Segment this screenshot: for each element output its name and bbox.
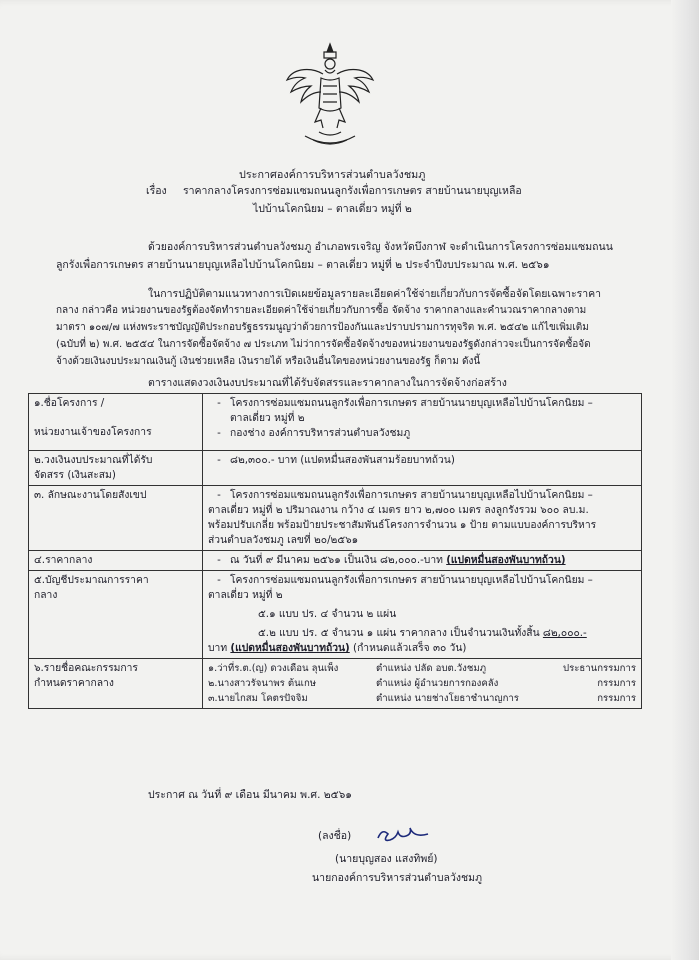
table-label-cell (29, 659, 203, 709)
row-value: ส่วนตำบลวังชมภู เลขที่ ๒๐/๒๕๖๑ (208, 534, 359, 546)
row-value: พร้อมปรับเกลี่ย พร้อมป้ายประชาสัมพันธ์โครงการจำนวน ๑ ป้าย ตามแบบองค์การบริหาร (208, 519, 597, 531)
row-value: กองช่าง องค์การบริหารส่วนตำบลวังชมภู (230, 427, 411, 439)
row-value-emphasis: ๘๒,๐๐๐.- (542, 627, 587, 639)
paragraph-2-line-4: (ฉบับที่ ๒) พ.ศ. ๒๕๕๔ ในการจัดซื้อจัดจ้าง ๗ ประเภท ไม่ว่าการจัดซื้อจัดจ้างของหน่วยงานของรัฐดังกล่าวจะเป็นการจัดซื้อจัด (56, 339, 591, 350)
row-value-emphasis: (แปดหมื่นสองพันบาทถ้วน) (446, 554, 566, 566)
table-row (29, 571, 642, 659)
page-edge-shadow (671, 0, 699, 960)
paragraph-1-line-2: ลูกรังเพื่อการเกษตร สายบ้านนายบุญเหลือไปบ้านโคกนิยม – ตาลเดี่ยว หมู่ที่ ๒ ประจำปีงบประมาณ พ.ศ. ๒๕๖๑ (56, 259, 550, 271)
row-label: ๑.ชื่อโครงการ / (34, 397, 105, 409)
row-label: ๒.วงเงินงบประมาณที่ได้รับ (34, 454, 153, 466)
paragraph-2-line-1: ในการปฏิบัติตามแนวทางการเปิดเผยข้อมูลรายละเอียดค่าใช้จ่ายเกี่ยวกับการจัดซื้อจัดโดยเฉพาะราคา (148, 288, 602, 300)
row-value: ณ วันที่ ๙ มีนาคม ๒๕๖๑ เป็นเงิน ๘๒,๐๐๐.-บาท (230, 554, 443, 566)
row-value: ๕.๑ แบบ ปร. ๔ จำนวน ๒ แผ่น (258, 608, 397, 620)
signer-title: นายกองค์การบริหารส่วนตำบลวังชมภู (312, 872, 482, 884)
member-role: กรรมการ (597, 693, 636, 704)
table-row (29, 551, 642, 571)
member-position: ตำแหน่ง ผู้อำนวยการกองคลัง (376, 678, 499, 689)
paragraph-2-line-2: กลาง กล่าวคือ หน่วยงานของรัฐต้องจัดทำรายละเอียดค่าใช้จ่ายเกี่ยวกับการซื้อ จัดจ้าง ราคากลางและคำนวณราคากลางตาม (56, 305, 587, 316)
row-label: ๖.รายชื่อคณะกรรมการ (34, 662, 138, 674)
table-label-cell (29, 571, 203, 659)
row-value: ๘๒,๓๐๐.- บาท (แปดหมื่นสองพันสามร้อยบาทถ้วน) (230, 454, 455, 466)
table-row (29, 394, 642, 451)
member-name: ๑.ว่าที่ร.ต.(ญ) ดวงเดือน ลุนเพ็ง (208, 663, 339, 674)
subject-line-1: ราคากลางโครงการซ่อมแซมถนนลูกรังเพื่อการเกษตร สายบ้านนายบุญเหลือ (183, 185, 522, 197)
table-value-cell (203, 659, 642, 709)
committee-member (208, 676, 636, 691)
subject-label: เรื่อง (146, 185, 167, 197)
row-value: ตาลเดี่ยว หมู่ที่ ๒ ปริมาณงาน กว้าง ๔ เมตร ยาว ๒,๗๐๐ เมตร ลงลูกรังรวม ๖๐๐ ลบ.ม. (208, 504, 589, 516)
table-label-cell (29, 451, 203, 486)
signature-icon (372, 820, 432, 846)
table-row (29, 486, 642, 551)
member-name: ๓.นายไกสม โคตรปัจจิม (208, 693, 308, 704)
table-label-cell (29, 394, 203, 451)
row-value: โครงการซ่อมแซมถนนลูกรังเพื่อการเกษตร สายบ้านนายบุญเหลือไปบ้านโคกนิยม – (230, 489, 593, 501)
committee-member (208, 661, 636, 676)
member-name: ๒.นางสาวรัจนาพร ต้นเกษ (208, 678, 317, 689)
table-row (29, 659, 642, 709)
announce-date: ประกาศ ณ วันที่ ๙ เดือน มีนาคม พ.ศ. ๒๕๖๑ (148, 789, 352, 801)
row-value: (กำหนดแล้วเสร็จ ๓๐ วัน) (353, 642, 467, 654)
table-label-cell (29, 551, 203, 571)
row-label: ๕.บัญชีประมาณการราคา (34, 574, 149, 586)
paragraph-2-line-3: มาตรา ๑๐๗/๗ แห่งพระราชบัญญัติประกอบรัฐธรรมนูญว่าด้วยการป้องกันและปราบปรามการทุจริต พ.ศ. ๒๕๔๒ แก้ไขเพิ่มเติม (56, 322, 589, 333)
table-row (29, 451, 642, 486)
row-label: จัดสรร (เงินสะสม) (34, 469, 116, 481)
budget-table (28, 393, 642, 709)
row-label: ๓. ลักษณะงานโดยสังเขป (34, 489, 147, 501)
paragraph-1-line-1: ด้วยองค์การบริหารส่วนตำบลวังชมภู อำเภอพรเจริญ จังหวัดบึงกาฬ จะดำเนินการโครงการซ่อมแซมถนน (148, 241, 613, 253)
row-label: ๔.ราคากลาง (34, 554, 93, 566)
table-value-cell: - ณ วันที่ ๙ มีนาคม ๒๕๖๑ เป็นเงิน ๘๒,๐๐๐.-บาท (แปดหมื่นสองพันบาทถ้วน) (203, 551, 642, 571)
signed-label: (ลงชื่อ) (318, 830, 352, 842)
row-value: ตาลเดี่ยว หมู่ที่ ๒ (208, 589, 283, 601)
member-role: กรรมการ (597, 678, 636, 689)
announcement-title: ประกาศองค์การบริหารส่วนตำบลวังชมภู (239, 168, 426, 181)
table-label-cell (29, 486, 203, 551)
member-position: ตำแหน่ง ปลัด อบต.วังชมภู (376, 663, 487, 674)
row-value: ตาลเดี่ยว หมู่ที่ ๒ (230, 412, 305, 424)
row-value-emphasis: (แปดหมื่นสองพันบาทถ้วน) (230, 642, 350, 654)
row-label: หน่วยงานเจ้าของโครงการ (34, 426, 152, 438)
row-value: ๕.๒ แบบ ปร. ๕ จำนวน ๑ แผ่น ราคากลาง เป็นจำนวนเงินทั้งสิ้น (258, 627, 540, 639)
committee-member (208, 691, 636, 706)
table-caption: ตารางแสดงวงเงินงบประมาณที่ได้รับจัดสรรและราคากลางในการจัดจ้างก่อสร้าง (148, 377, 507, 389)
signer-name: (นายบุญสอง แสงทิพย์) (335, 853, 438, 865)
table-value-cell: - ๘๒,๓๐๐.- บาท (แปดหมื่นสองพันสามร้อยบาทถ้วน) (203, 451, 642, 486)
row-value: โครงการซ่อมแซมถนนลูกรังเพื่อการเกษตร สายบ้านนายบุญเหลือไปบ้านโคกนิยม – (230, 397, 593, 409)
row-label: กลาง (34, 589, 58, 601)
member-role: ประธานกรรมการ (563, 663, 636, 674)
row-value: โครงการซ่อมแซมถนนลูกรังเพื่อการเกษตร สายบ้านนายบุญเหลือไปบ้านโคกนิยม – (230, 574, 593, 586)
subject-line-2: ไปบ้านโคกนิยม – ตาลเดี่ยว หมู่ที่ ๒ (253, 203, 412, 215)
row-label: กำหนดราคากลาง (34, 677, 114, 689)
table-value-cell: - โครงการซ่อมแซมถนนลูกรังเพื่อการเกษตร สายบ้านนายบุญเหลือไปบ้านโคกนิยม – ตาลเดี่ยว หมู่ที่ ๒ ปริมาณงาน กว้าง ๔ เมตร ยาว ๒,๗๐๐ เมตร ลงลูกรังรวม ๖๐๐ ลบ.ม. พร้อมปรับเกลี่ย พร้อมป้ายประชาสัมพันธ์โครงการจำนวน ๑ ป้าย ตามแบบองค์การบริหาร ส่วนตำบลวังชมภู เลขที่ ๒๐/๒๕๖๑ (203, 486, 642, 551)
table-value-cell: - โครงการซ่อมแซมถนนลูกรังเพื่อการเกษตร สายบ้านนายบุญเหลือไปบ้านโคกนิยม – ตาลเดี่ยว หมู่ที่ ๒ ๕.๑ แบบ ปร. ๔ จำนวน ๒ แผ่น ๕.๒ แบบ ปร. ๕ จำนวน ๑ แผ่น ราคากลาง เป็นจำนวนเงินทั้งสิ้น ๘๒,๐๐๐.- บาท (แปดหมื่นสองพันบาทถ้วน) (กำหนดแล้วเสร็จ ๓๐ วัน) (203, 571, 642, 659)
paragraph-2-line-5: จ้างด้วยเงินงบประมาณเงินกู้ เงินช่วยเหลือ เงินรายได้ หรือเงินอื่นใดของหน่วยงานของรัฐ ก็ตาม ดังนี้ (56, 356, 481, 367)
table-value-cell: - โครงการซ่อมแซมถนนลูกรังเพื่อการเกษตร สายบ้านนายบุญเหลือไปบ้านโคกนิยม – ตาลเดี่ยว หมู่ที่ ๒ - กองช่าง องค์การบริหารส่วนตำบลวังชมภู (203, 394, 642, 451)
row-value: บาท (208, 642, 228, 654)
member-position: ตำแหน่ง นายช่างโยธาชำนาญการ (376, 693, 519, 704)
garuda-emblem-icon (283, 40, 378, 148)
